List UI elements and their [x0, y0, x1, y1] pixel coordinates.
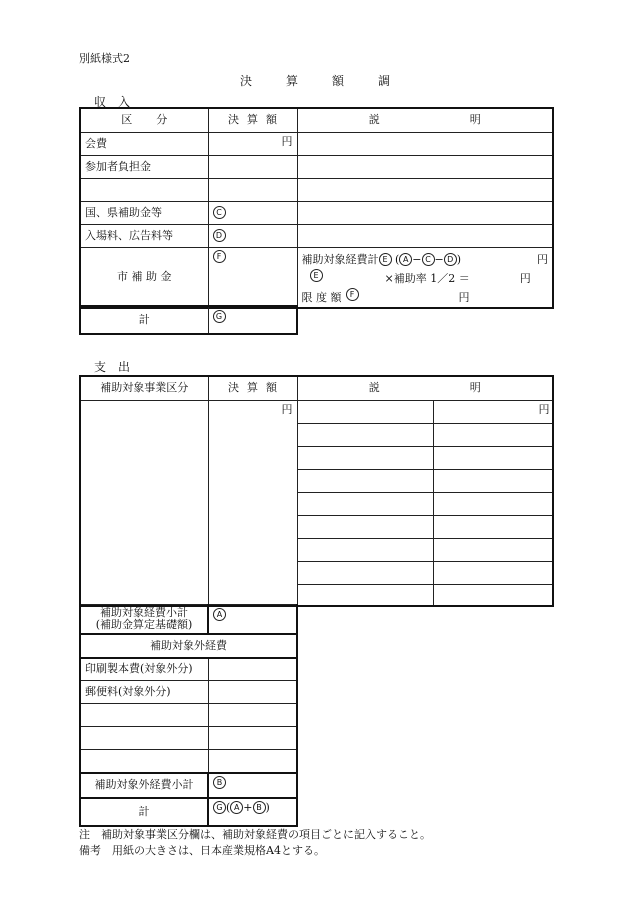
amount-cell — [208, 178, 297, 201]
income-total-label: 計 — [80, 306, 208, 334]
desc-cell — [297, 224, 553, 247]
blank-label — [80, 750, 208, 773]
mark-c: C — [422, 253, 435, 266]
row-label-participant: 参加者負担金 — [80, 155, 208, 178]
expense-total-amount: G ( A + B ) — [208, 798, 297, 826]
yen-unit: 円 — [434, 401, 554, 424]
table-row — [80, 132, 553, 155]
expense-lower-table — [79, 604, 298, 827]
yen-unit: 円 — [208, 400, 297, 606]
amount-cell — [208, 658, 297, 681]
document-title: 決 算 額 調 — [239, 74, 391, 88]
row-label-gov: 国、県補助金等 — [80, 201, 208, 224]
header-amount: 決 算 額 — [208, 376, 297, 400]
mark-a: A — [230, 801, 243, 814]
expense-section-title: 支 出 — [94, 360, 131, 374]
amount-cell — [208, 201, 297, 224]
table-row — [80, 155, 553, 178]
city-subsidy-description: 補助対象経費計 E ( A − C − D ) 円 E ×補助率 1／2 ＝ 円 限 度 額 F 円 — [297, 247, 553, 308]
expense-subtotal-label: 補助対象経費小計 (補助金算定基礎額) — [80, 605, 208, 634]
desc-cell — [297, 201, 553, 224]
expense-total-row — [80, 798, 297, 826]
amount-cell — [208, 727, 297, 750]
mark-d: D — [213, 229, 226, 242]
mark-g: G — [213, 801, 226, 814]
amount-cell — [208, 750, 297, 773]
table-row — [80, 681, 297, 704]
mark-e: E — [310, 269, 323, 282]
amount-cell — [208, 247, 297, 308]
note-line: 注 補助対象事業区分欄は、補助対象経費の項目ごとに記入すること。 — [79, 828, 431, 841]
row-label-printing: 印刷製本費(対象外分) — [80, 658, 208, 681]
mark-a: A — [399, 253, 412, 266]
table-row — [80, 704, 297, 727]
table-row — [80, 247, 553, 308]
income-total-row — [80, 306, 297, 334]
form-id: 別紙様式2 — [79, 52, 130, 65]
table-row — [80, 727, 297, 750]
income-total-table — [79, 305, 298, 335]
mark-g: G — [213, 310, 226, 323]
desc-cell — [297, 132, 553, 155]
row-label-fee: 会費 — [80, 132, 208, 155]
amount-cell — [208, 681, 297, 704]
table-row — [80, 750, 297, 773]
expense-body-row — [80, 400, 553, 606]
header-description: 説 明 — [297, 108, 553, 132]
header-category: 補助対象事業区分 — [80, 376, 208, 400]
non-target-subtotal-row — [80, 773, 297, 798]
amount-cell — [208, 306, 297, 334]
expense-subtotal-row — [80, 605, 297, 634]
expense-table — [79, 375, 554, 607]
amount-cell — [208, 773, 297, 798]
non-target-subtotal-label: 補助対象外経費小計 — [80, 773, 208, 798]
expense-header-row — [80, 376, 553, 400]
mark-c: C — [213, 206, 226, 219]
amount-cell — [208, 605, 297, 634]
mark-d: D — [444, 253, 457, 266]
blank-label — [80, 727, 208, 750]
income-section-title: 収 入 — [94, 95, 131, 109]
blank-label — [80, 178, 208, 201]
table-row — [80, 178, 553, 201]
table-row — [80, 658, 297, 681]
expense-description-grid — [297, 400, 553, 606]
header-description: 説 明 — [297, 376, 553, 400]
header-amount: 決 算 額 — [208, 108, 297, 132]
income-header-row — [80, 108, 553, 132]
amount-cell — [208, 155, 297, 178]
expense-category-area — [80, 400, 208, 606]
income-table — [79, 107, 554, 309]
header-category: 区 分 — [80, 108, 208, 132]
desc-cell — [297, 178, 553, 201]
mark-b: B — [213, 776, 226, 789]
non-target-header: 補助対象外経費 — [80, 634, 297, 658]
expense-total-label: 計 — [80, 798, 208, 826]
remarks-line: 備考 用紙の大きさは、日本産業規格A4とする。 — [79, 844, 325, 857]
row-label-city-subsidy: 市 補 助 金 — [80, 247, 208, 308]
mark-f: F — [213, 250, 226, 263]
yen-unit: 円 — [208, 132, 297, 155]
amount-cell — [208, 704, 297, 727]
mark-e: E — [379, 253, 392, 266]
non-target-header-row — [80, 634, 297, 658]
amount-cell — [208, 224, 297, 247]
mark-f: F — [346, 288, 359, 301]
blank-label — [80, 704, 208, 727]
table-row — [80, 224, 553, 247]
mark-b: B — [253, 801, 266, 814]
row-label-postage: 郵便料(対象外分) — [80, 681, 208, 704]
mark-a: A — [213, 608, 226, 621]
row-label-admission: 入場料、広告料等 — [80, 224, 208, 247]
desc-cell — [297, 155, 553, 178]
table-row — [80, 201, 553, 224]
